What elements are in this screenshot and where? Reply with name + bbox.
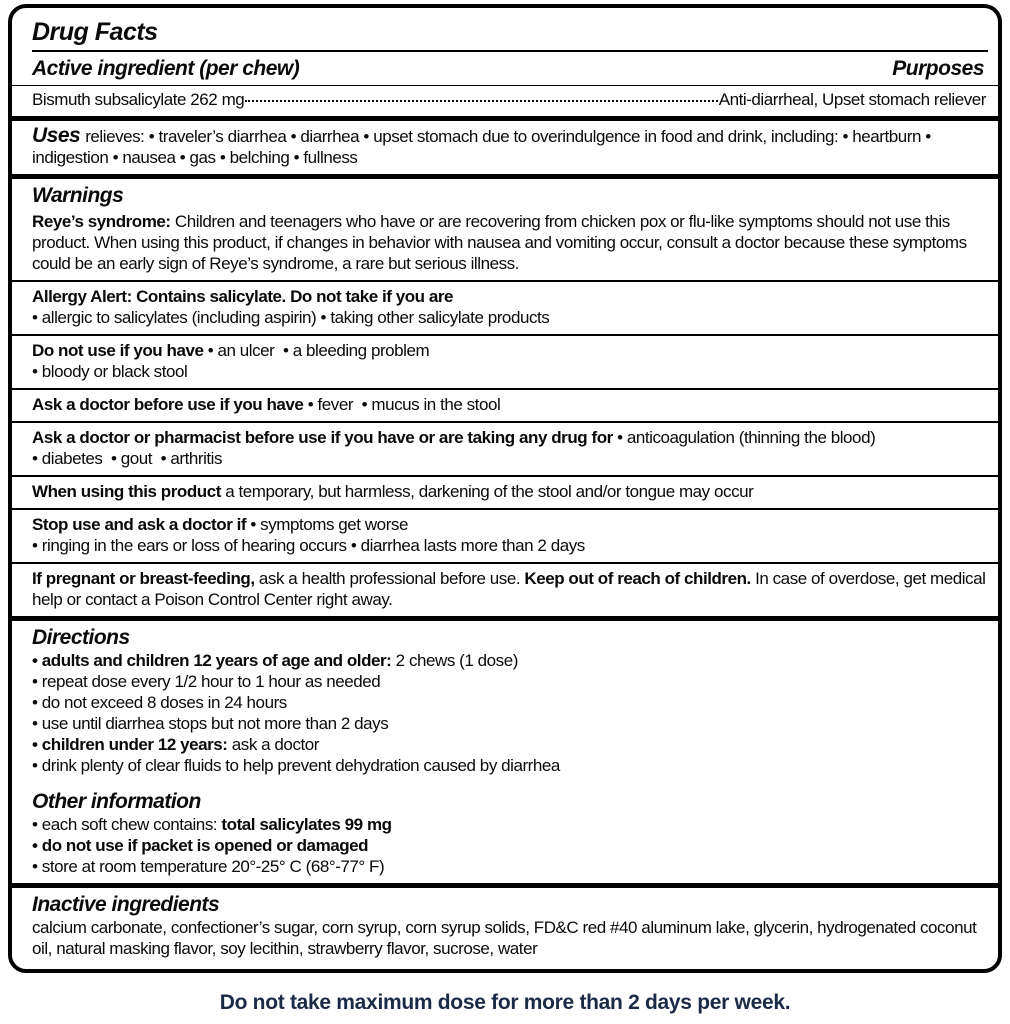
- do-not-use-text: • an ulcer • a bleeding problem: [203, 341, 430, 360]
- purposes-heading: Purposes: [892, 57, 984, 80]
- direction-item: • repeat dose every 1/2 hour to 1 hour as needed: [32, 672, 381, 691]
- warning-pregnancy: [12, 564, 998, 616]
- footer-warning-note: Do not take maximum dose for more than 2 days per week.: [219, 991, 791, 1014]
- other-info-item: • store at room temperature 20°-25° C (68°-77° F): [32, 857, 385, 876]
- when-using-lead: When using this product: [32, 482, 221, 501]
- stop-use-text-2: • ringing in the ears or loss of hearing occurs • diarrhea lasts more than 2 days: [32, 536, 585, 555]
- directions-heading: Directions: [32, 626, 130, 649]
- section-gap: [32, 776, 990, 789]
- warning-do-not-use: [12, 336, 998, 388]
- ask-doctor-text: • fever • mucus in the stool: [303, 395, 501, 414]
- allergy-alert-text: • allergic to salicylates (including aspirin) • taking other salicylate products: [32, 308, 550, 327]
- active-ingredient-purpose: Anti-diarrheal, Upset stomach reliever: [718, 90, 986, 109]
- warning-when-using: [12, 477, 998, 508]
- inactive-ingredients-text: calcium carbonate, confectioner’s sugar, corn syrup, corn syrup solids, FD&C red #40 aluminum lake, glycerin, hydrogenated coconut oil, natural masking flavor, soy lecithin, strawberry flavor, sucrose, water: [32, 918, 977, 958]
- active-ingredient-row: [12, 86, 998, 116]
- other-info-item: • each soft chew contains: total salicylates 99 mg: [32, 815, 392, 834]
- warnings-heading: Warnings: [32, 184, 124, 207]
- warning-reyes-syndrome: [12, 209, 998, 280]
- direction-item: • use until diarrhea stops but not more than 2 days: [32, 714, 389, 733]
- pregnancy-text: ask a health professional before use.: [254, 569, 525, 588]
- active-ingredient-name: Bismuth subsalicylate 262 mg: [32, 90, 245, 109]
- ask-pharmacist-lead: Ask a doctor or pharmacist before use if you have or are taking any drug for: [32, 428, 613, 447]
- stop-use-lead: Stop use and ask a doctor if: [32, 515, 247, 534]
- keep-out-of-reach-lead: Keep out of reach of children.: [524, 569, 751, 588]
- other-info-item: • do not use if packet is opened or damaged: [32, 836, 369, 855]
- warning-ask-doctor-pharmacist: [12, 423, 998, 475]
- ask-pharmacist-text-2: • diabetes • gout • arthritis: [32, 449, 223, 468]
- do-not-use-text-2: • bloody or black stool: [32, 362, 188, 381]
- allergy-alert-lead: Allergy Alert: Contains salicylate. Do not take if you are: [32, 287, 454, 306]
- other-information-heading: Other information: [32, 790, 201, 813]
- uses-text: relieves: • traveler’s diarrhea • diarrhea • upset stomach due to overindulgence in food and drink, including: • heartburn • indigestion • nausea • gas • belching • fullness: [32, 127, 931, 167]
- stop-use-text: • symptoms get worse: [246, 515, 408, 534]
- warning-ask-doctor: [12, 390, 998, 421]
- do-not-use-lead: Do not use if you have: [32, 341, 204, 360]
- ask-pharmacist-text: • anticoagulation (thinning the blood): [612, 428, 876, 447]
- active-ingredient-heading: Active ingredient (per chew): [32, 57, 300, 80]
- dot-leader: [245, 100, 717, 102]
- direction-item: • do not exceed 8 doses in 24 hours: [32, 693, 287, 712]
- section-inactive-ingredients: [12, 888, 998, 969]
- inactive-ingredients-heading: Inactive ingredients: [32, 893, 220, 916]
- active-ingredient-header-row: [12, 52, 998, 85]
- ask-doctor-lead: Ask a doctor before use if you have: [32, 395, 304, 414]
- warning-stop-use: [12, 510, 998, 562]
- uses-heading: Uses: [32, 124, 81, 147]
- reyes-syndrome-text: Children and teenagers who have or are recovering from chicken pox or flu-like symptoms should not use this product. When using this product, if changes in behavior with nausea and vomiting occur, consult a doctor because these symptoms could be an early sign of Reye’s syndrome, a rare but serious illness.: [32, 212, 967, 273]
- section-warnings: [12, 179, 998, 209]
- section-uses: [12, 121, 998, 174]
- section-directions: [12, 621, 998, 883]
- reyes-syndrome-lead: Reye’s syndrome:: [32, 212, 171, 231]
- when-using-text: a temporary, but harmless, darkening of the stool and/or tongue may occur: [220, 482, 754, 501]
- direction-item: • children under 12 years: ask a doctor: [32, 735, 319, 754]
- pregnancy-lead: If pregnant or breast-feeding,: [32, 569, 255, 588]
- drug-facts-title: Drug Facts: [32, 18, 158, 46]
- direction-item: • drink plenty of clear fluids to help prevent dehydration caused by diarrhea: [32, 756, 560, 775]
- warning-allergy-alert: [12, 282, 998, 334]
- direction-item: • adults and children 12 years of age and older: 2 chews (1 dose): [32, 651, 518, 670]
- drug-facts-panel: [8, 4, 1002, 973]
- overdose-text: In case of overdose, get medical help or contact a Poison Control Center right away.: [32, 569, 986, 609]
